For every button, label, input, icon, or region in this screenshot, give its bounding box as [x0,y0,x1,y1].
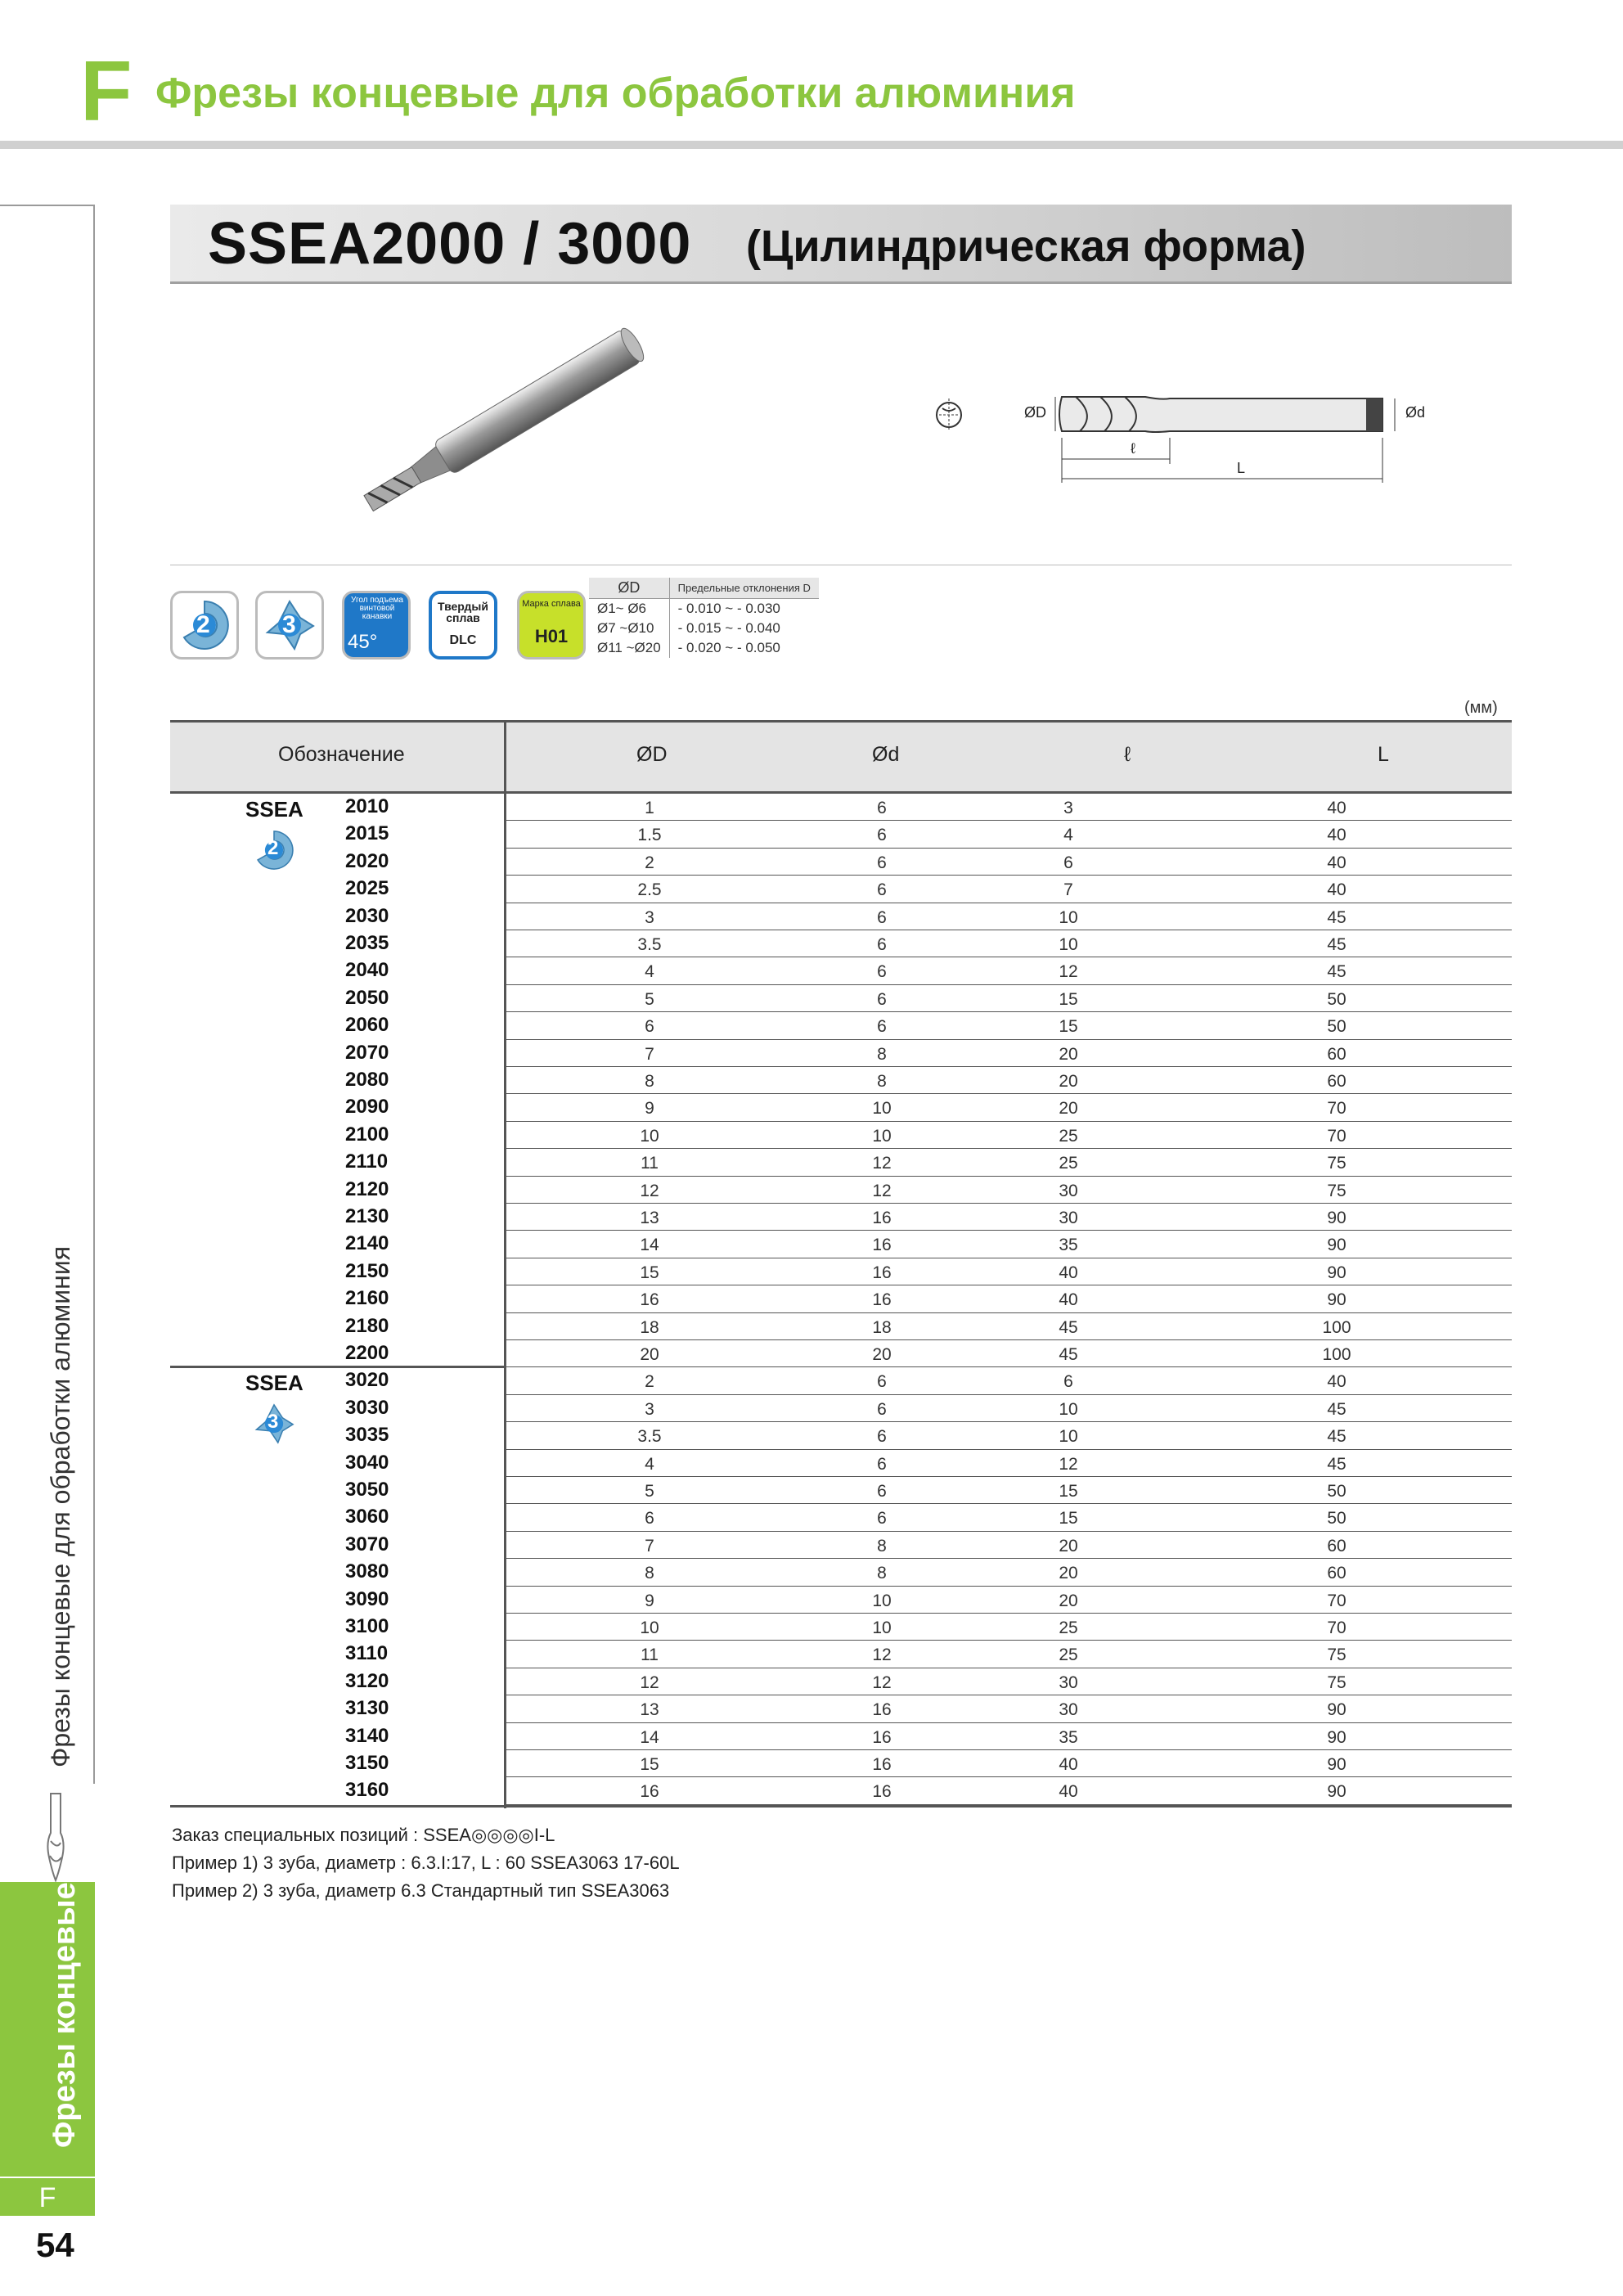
cell-D: 6 [645,1509,654,1528]
diameter-D-label: ØD [1024,404,1046,421]
table-row [504,1504,1512,1531]
cell-l: 20 [1059,1536,1078,1555]
cell-D: 15 [640,1755,659,1774]
cell-d: 6 [877,1017,887,1037]
cell-D: 6 [645,1017,654,1037]
cell-D: 9 [645,1591,654,1610]
cell-d: 6 [877,1509,887,1528]
product-designation: 3050 [345,1479,389,1501]
cell-D: 12 [640,1181,659,1200]
cell-L: 75 [1327,1672,1347,1692]
cell-l: 30 [1059,1672,1078,1692]
cell-l: 20 [1059,1044,1078,1064]
two-flute-number: 2 [196,611,210,638]
cell-D: 16 [640,1782,659,1802]
cell-l: 40 [1059,1263,1078,1282]
cell-d: 10 [872,1126,892,1146]
cell-D: 13 [640,1209,659,1227]
carbide-dlc-icon [429,591,497,660]
product-designation: 2050 [345,986,389,1009]
cell-D: 3 [645,907,654,927]
product-designation: 3150 [345,1752,389,1774]
cell-L: 75 [1327,1181,1347,1200]
cell-l: 35 [1059,1236,1078,1255]
grade-icon [517,591,586,660]
cell-D: 4 [645,962,654,982]
cell-L: 75 [1327,1645,1347,1665]
table-row [504,903,1512,930]
cell-d: 8 [877,1536,887,1555]
cell-D: 2 [645,1372,654,1392]
product-designation: 2040 [345,959,389,982]
product-designation: 2100 [345,1123,389,1146]
table-row [504,1231,1512,1258]
product-designation: 3020 [345,1369,389,1392]
cell-L: 45 [1327,962,1347,982]
cell-D: 1.5 [637,826,662,845]
product-designation: 2020 [345,849,389,872]
table-row [504,1040,1512,1067]
grade-caption: Марка сплава [522,599,581,609]
cell-l: 3 [1063,799,1073,817]
product-designation: 3070 [345,1533,389,1555]
cell-L: 45 [1327,935,1347,954]
cell-D: 4 [645,1454,654,1474]
cell-d: 12 [872,1181,892,1200]
cell-L: 40 [1327,853,1347,872]
group-divider [170,1366,506,1368]
cell-D: 10 [640,1618,659,1637]
tolerance-range: Ø1~ Ø6 [589,599,669,619]
cell-L: 50 [1327,1017,1347,1037]
cell-l: 6 [1063,853,1073,872]
cell-l: 6 [1063,1372,1073,1392]
cell-L: 45 [1327,907,1347,927]
cell-l: 25 [1059,1126,1078,1146]
diameter-d-label: Ød [1405,404,1426,421]
cell-L: 90 [1327,1236,1347,1255]
product-designation: 2090 [345,1096,389,1119]
cell-d: 10 [872,1591,892,1610]
product-designation: 3110 [345,1642,389,1665]
table-row [504,849,1512,876]
cell-L: 40 [1327,799,1347,817]
cell-d: 20 [872,1345,892,1364]
two-flute-icon [170,591,239,660]
cell-l: 35 [1059,1727,1078,1747]
cell-d: 12 [872,1645,892,1665]
product-designation: 2200 [345,1342,389,1364]
cell-l: 40 [1059,1755,1078,1774]
cell-D: 9 [645,1099,654,1119]
header-divider [0,141,1623,149]
cell-L: 90 [1327,1263,1347,1282]
cell-l: 30 [1059,1700,1078,1720]
table-row [504,930,1512,957]
product-designation: 2120 [345,1177,389,1200]
cell-l: 20 [1059,1099,1078,1119]
cell-l: 20 [1059,1564,1078,1583]
cell-l: 12 [1059,962,1078,982]
table-row [504,1367,1512,1394]
table-row [504,1258,1512,1285]
cell-D: 14 [640,1236,659,1255]
two-flute-icon [249,825,299,876]
unit-label: (мм) [1464,699,1498,717]
cell-L: 45 [1327,1399,1347,1419]
cell-d: 6 [877,799,887,817]
table-row [504,1094,1512,1121]
cell-D: 3.5 [637,935,662,954]
table-row [504,1532,1512,1559]
cell-l: 10 [1059,907,1078,927]
example-note-2: Пример 2) 3 зуба, диаметр 6.3 Стандартный тип SSEA3063 [172,1880,670,1901]
cell-d: 6 [877,1372,887,1392]
product-designation: 2030 [345,904,389,927]
cell-d: 16 [872,1727,892,1747]
product-designation: 2160 [345,1287,389,1310]
product-designation: 2070 [345,1041,389,1064]
cell-l: 7 [1063,880,1073,900]
cell-L: 90 [1327,1290,1347,1310]
product-designation: 3160 [345,1779,389,1802]
product-designation: 2060 [345,1014,389,1037]
product-designation: 2180 [345,1314,389,1337]
cell-L: 40 [1327,826,1347,845]
end-mill-outline-icon [41,1792,70,1882]
cell-l: 4 [1063,826,1073,845]
tolerance-value: - 0.020 ~ - 0.050 [677,640,780,655]
col-header-d: Ød [872,743,900,766]
col-header-L: L [1378,743,1389,766]
table-row [504,1450,1512,1477]
cell-l: 25 [1059,1618,1078,1637]
side-tab-label: Фрезы концевые [47,1882,82,2148]
cell-D: 3.5 [637,1427,662,1447]
table-row [504,1122,1512,1149]
product-designation: 3120 [345,1669,389,1692]
product-designation: 3100 [345,1615,389,1637]
cell-d: 6 [877,1482,887,1501]
product-designation: 2025 [345,877,389,900]
table-row [504,1012,1512,1039]
example-note-1: Пример 1) 3 зуба, диаметр : 6.3.I:17, L : 60 SSEA3063 17-60L [172,1853,680,1873]
product-designation: 2150 [345,1259,389,1282]
table-row [504,1750,1512,1777]
product-designation: 2015 [345,822,389,845]
table-row [504,1149,1512,1176]
cell-d: 8 [877,1044,887,1064]
table-row [504,957,1512,984]
order-note: Заказ специальных позиций : SSEA◎◎◎◎I-L [172,1825,555,1845]
table-row [504,1614,1512,1641]
tolerance-range: Ø7 ~Ø10 [589,619,669,638]
cell-L: 60 [1327,1536,1347,1555]
cell-l: 40 [1059,1782,1078,1802]
cell-l: 20 [1059,1591,1078,1610]
cell-D: 5 [645,1482,654,1501]
table-row [504,1587,1512,1614]
cell-l: 45 [1059,1345,1078,1364]
cell-l: 45 [1059,1317,1078,1337]
cell-d: 18 [872,1317,892,1337]
col-header-D: ØD [636,743,668,766]
product-designation: 2140 [345,1232,389,1255]
cell-l: 10 [1059,1399,1078,1419]
cell-L: 40 [1327,1372,1347,1392]
cell-d: 10 [872,1618,892,1637]
cell-D: 18 [640,1317,659,1337]
product-designation: 3090 [345,1587,389,1610]
grade-value: H01 [534,626,569,646]
product-designation: 2010 [345,795,389,817]
table-row [504,1668,1512,1695]
product-designation: 2080 [345,1069,389,1091]
cell-d: 6 [877,826,887,845]
product-subtitle: (Цилиндрическая форма) [746,222,1306,271]
cell-L: 60 [1327,1044,1347,1064]
three-flute-icon [249,1398,299,1449]
cell-d: 6 [877,1454,887,1474]
cell-D: 7 [645,1536,654,1555]
product-designation: 3130 [345,1697,389,1720]
cell-D: 13 [640,1700,659,1720]
table-row [504,1177,1512,1204]
cell-l: 10 [1059,935,1078,954]
tolerance-range: Ø11 ~Ø20 [589,638,669,658]
cell-l: 15 [1059,1509,1078,1528]
cell-D: 11 [641,1645,659,1665]
cell-L: 50 [1327,989,1347,1009]
cell-D: 7 [645,1044,654,1064]
flute-count: 3 [268,1411,279,1434]
cell-D: 10 [640,1126,659,1146]
cell-l: 10 [1059,1427,1078,1447]
cell-L: 100 [1322,1317,1351,1337]
cell-D: 16 [640,1290,659,1310]
product-code: SSEA2000 / 3000 [208,211,692,277]
product-designation: 2110 [345,1150,389,1173]
product-designation: 2035 [345,932,389,954]
end-mill-photo [335,319,687,524]
product-designation: 3035 [345,1424,389,1447]
cell-d: 16 [872,1290,892,1310]
cell-d: 16 [872,1209,892,1227]
table-row [504,1285,1512,1312]
side-tab-letter: F [0,2177,95,2216]
cell-L: 90 [1327,1209,1347,1227]
cell-l: 15 [1059,1482,1078,1501]
tolerance-table [589,578,819,658]
cell-D: 15 [640,1263,659,1282]
overall-length-label: L [1237,460,1246,476]
page-title: Фрезы концевые для обработки алюминия [155,70,1076,117]
cell-L: 70 [1327,1591,1347,1610]
table-row [504,1340,1512,1367]
product-designation: 2130 [345,1205,389,1227]
cell-l: 12 [1059,1454,1078,1474]
cell-D: 8 [645,1072,654,1091]
table-row [504,1313,1512,1340]
table-row [504,876,1512,903]
cell-L: 50 [1327,1509,1347,1528]
tolerance-value: - 0.015 ~ - 0.040 [677,620,780,636]
cell-d: 8 [877,1564,887,1583]
tolerance-header-D: ØD [589,578,669,599]
table-row [504,1723,1512,1750]
flute-count: 2 [268,837,279,859]
cell-L: 90 [1327,1755,1347,1774]
cell-d: 6 [877,853,887,872]
cell-d: 16 [872,1755,892,1774]
product-designation: 3080 [345,1560,389,1583]
helix-angle-caption: Угол подъема винтовой канавки [351,596,403,621]
table-row [504,1204,1512,1231]
table-row [504,1067,1512,1094]
helix-angle-value: 45° [348,631,378,653]
dimension-drawing [924,372,1448,495]
cell-D: 11 [641,1154,659,1173]
table-row [504,1641,1512,1668]
cell-L: 100 [1322,1345,1351,1364]
cell-D: 2 [645,853,654,872]
col-header-designation: Обозначение [278,743,405,766]
table-row [504,1695,1512,1722]
cell-l: 25 [1059,1645,1078,1665]
product-designation: 3030 [345,1396,389,1419]
series-label: SSEA [245,797,303,822]
product-designation: 3060 [345,1506,389,1528]
flute-length-label: ℓ [1131,440,1135,457]
tolerance-header-deviation: Предельные отклонения D [669,578,819,599]
cell-L: 45 [1327,1454,1347,1474]
table-bottom-rule [170,1805,1512,1808]
cell-d: 16 [872,1782,892,1802]
cell-d: 16 [872,1236,892,1255]
cell-d: 6 [877,1399,887,1419]
cell-L: 50 [1327,1482,1347,1501]
cell-L: 70 [1327,1618,1347,1637]
cell-d: 16 [872,1263,892,1282]
cell-l: 20 [1059,1072,1078,1091]
cell-D: 8 [645,1564,654,1583]
cell-L: 70 [1327,1099,1347,1119]
cell-L: 45 [1327,1427,1347,1447]
cell-D: 3 [645,1399,654,1419]
carbide-caption: Твердый сплав [438,600,488,624]
cell-l: 30 [1059,1181,1078,1200]
table-row [504,794,1512,821]
cell-L: 90 [1327,1700,1347,1720]
page-number: 54 [36,2226,74,2264]
product-designation: 3140 [345,1724,389,1747]
cell-D: 1 [645,799,654,817]
dlc-value: DLC [449,633,477,647]
tolerance-value: - 0.010 ~ - 0.030 [677,601,780,616]
cell-L: 60 [1327,1072,1347,1091]
cell-d: 6 [877,989,887,1009]
cell-L: 90 [1327,1727,1347,1747]
cell-d: 12 [872,1672,892,1692]
table-row [504,821,1512,848]
series-label: SSEA [245,1371,303,1396]
cell-d: 6 [877,907,887,927]
helix-angle-icon [342,591,411,660]
three-flute-number: 3 [282,611,296,638]
cell-D: 5 [645,989,654,1009]
cell-l: 40 [1059,1290,1078,1310]
cell-d: 10 [872,1099,892,1119]
cell-l: 30 [1059,1209,1078,1227]
table-row [504,985,1512,1012]
cell-l: 15 [1059,1017,1078,1037]
cell-l: 25 [1059,1154,1078,1173]
cell-D: 14 [640,1727,659,1747]
product-designation: 3040 [345,1451,389,1474]
side-vertical-title: Фрезы концевые для обработки алюминия [46,1245,75,1767]
cell-d: 8 [877,1072,887,1091]
cell-L: 75 [1327,1154,1347,1173]
cell-d: 6 [877,935,887,954]
table-row [504,1395,1512,1422]
cell-D: 2.5 [637,880,662,900]
cell-L: 60 [1327,1564,1347,1583]
three-flute-icon [255,591,324,660]
cell-d: 6 [877,962,887,982]
table-row [504,1477,1512,1504]
col-header-l: ℓ [1124,743,1131,766]
cell-D: 20 [640,1345,659,1364]
cell-L: 70 [1327,1126,1347,1146]
table-row [504,1422,1512,1449]
cell-d: 6 [877,1427,887,1447]
table-row [504,1777,1512,1804]
cell-D: 12 [640,1672,659,1692]
cell-d: 16 [872,1700,892,1720]
table-row [504,1559,1512,1586]
cell-L: 90 [1327,1782,1347,1802]
cell-L: 40 [1327,880,1347,900]
section-letter: F [80,44,133,139]
cell-l: 15 [1059,989,1078,1009]
cell-d: 6 [877,880,887,900]
cell-d: 12 [872,1154,892,1173]
